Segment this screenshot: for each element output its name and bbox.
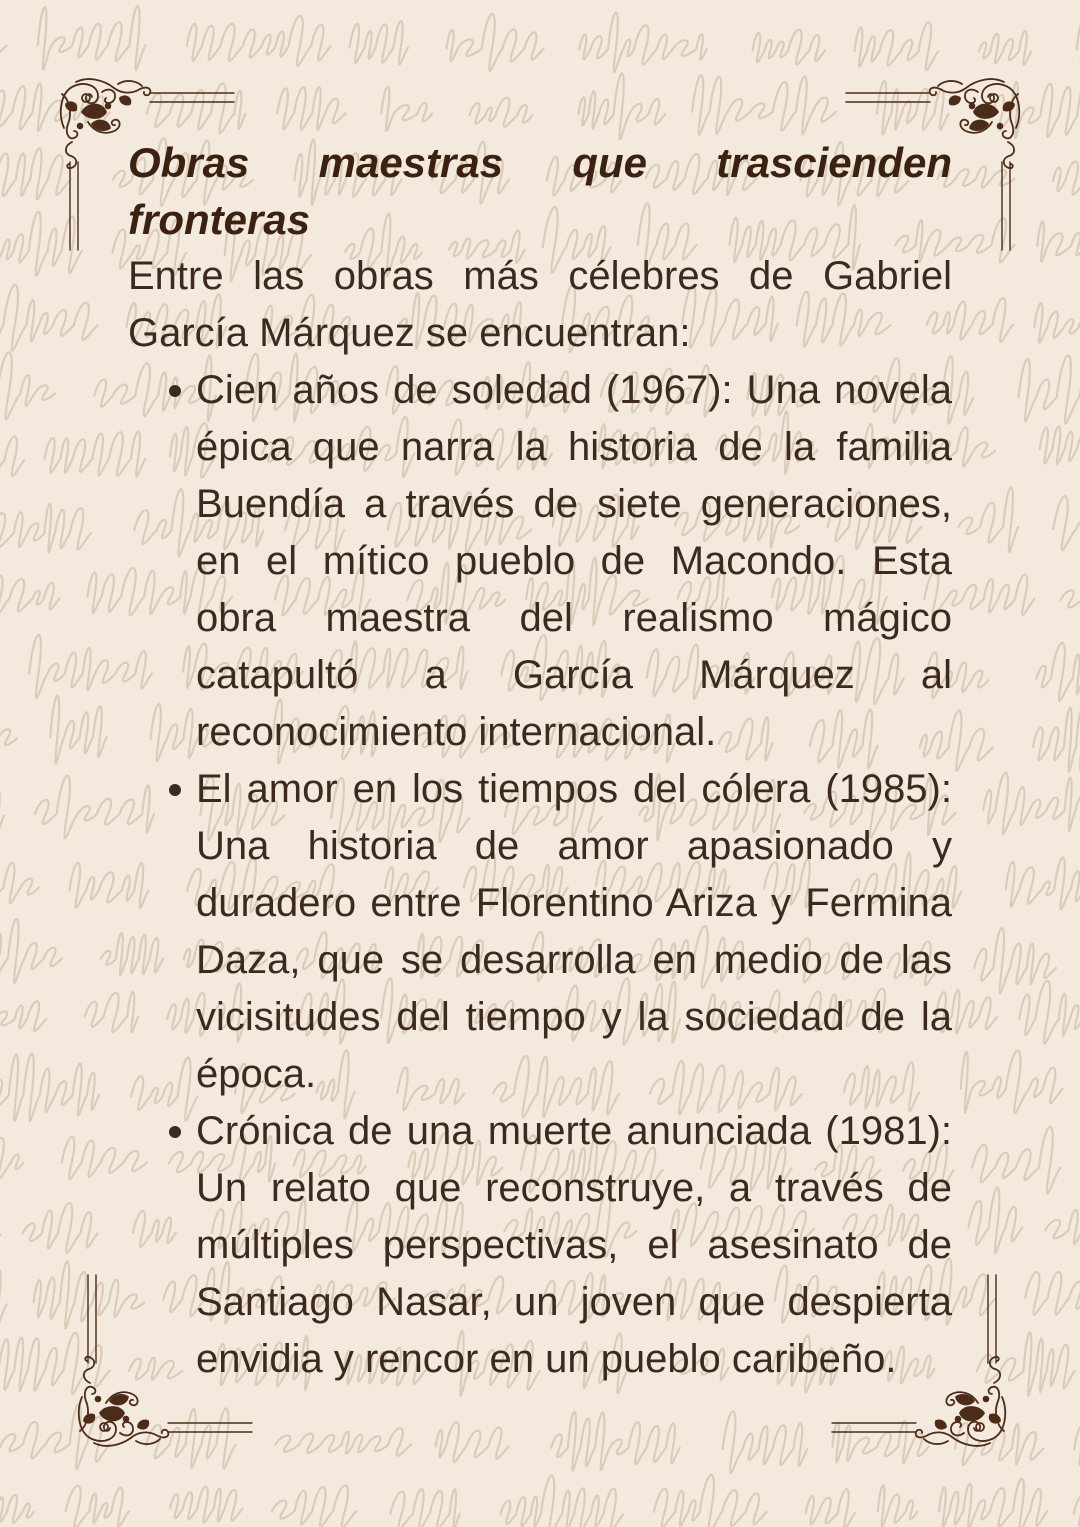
bullet-icon [169, 1126, 181, 1138]
page-title: Obras maestras que trascienden fronteras [128, 139, 952, 243]
list-item-text: Crónica de una muerte anunciada (1981): Un relato que reconstruye, a través de múltiples perspectivas, el asesinato de Santiago Nasar, un joven que despierta envidia y rencor en un pueblo caribeño. [196, 1109, 952, 1381]
works-list [128, 362, 952, 1388]
list-item [128, 761, 952, 1103]
bullet-icon [169, 784, 181, 796]
bullet-icon [169, 385, 181, 397]
list-item [128, 362, 952, 761]
list-item [128, 1103, 952, 1388]
document-body [128, 134, 952, 1388]
list-item-text: Cien años de soledad (1967): Una novela épica que narra la historia de la familia Buendía a través de siete generaciones, en el mítico pueblo de Macondo. Esta obra maestra del realismo mágico catapultó a García Márquez al reconocimiento internacional. [196, 368, 952, 754]
intro-paragraph: Entre las obras más célebres de Gabriel García Márquez se encuentran: [128, 254, 952, 355]
list-item-text: El amor en los tiempos del cólera (1985): Una historia de amor apasionado y duradero entre Florentino Ariza y Fermina Daza, que se desarrolla en medio de las vicisitudes del tiempo y la sociedad de la época. [196, 767, 952, 1096]
